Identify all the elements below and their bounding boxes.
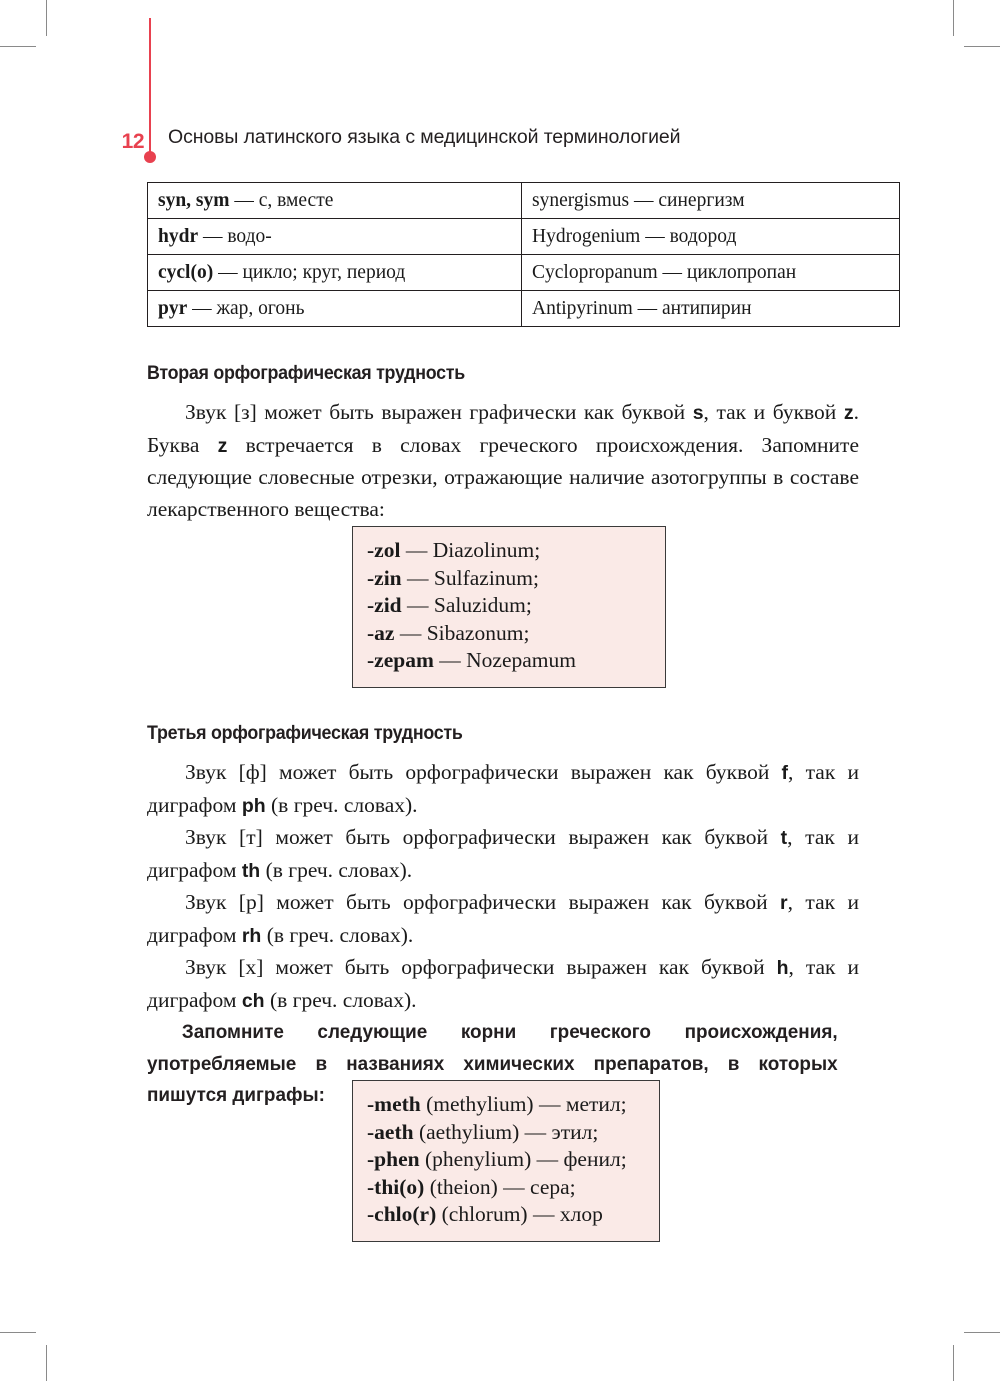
callout-line xyxy=(367,647,651,675)
emphasis-letter: t xyxy=(780,827,788,849)
callout-term: -thi(o) xyxy=(367,1174,425,1199)
table-row xyxy=(148,219,900,255)
text-run: , так и диграфом xyxy=(147,890,859,947)
callout-term: -zin xyxy=(367,565,402,590)
emphasis-paragraph: Запомните следующие корни греческого происхождения, употребляемые в названиях химических препаратов, в которых пишутся диграфы: xyxy=(147,1021,838,1106)
page-title: Основы латинского языка с медицинской терминологией xyxy=(168,126,681,148)
emphasis-letter-z: z xyxy=(843,402,854,424)
text-run: Звук [р] может быть орфографически выражен как буквой xyxy=(185,890,781,914)
text-run: (в греч. словах). xyxy=(261,922,414,947)
accent-dot-icon xyxy=(144,151,156,163)
text-run: , так и диграфом xyxy=(147,825,859,882)
callout-line xyxy=(367,1091,645,1119)
emphasis-digraph: ch xyxy=(241,989,265,1012)
callout-definition: — Sulfazinum; xyxy=(401,565,539,590)
terms-table xyxy=(147,182,900,327)
spacer xyxy=(147,327,859,363)
callout-line xyxy=(367,537,651,565)
term-gloss: — цикло; круг, период xyxy=(213,261,406,283)
table-cell-prefix xyxy=(148,291,522,327)
emphasis-letter: h xyxy=(776,957,789,979)
table-cell-example: Hydrogenium — водород xyxy=(522,219,900,255)
term-gloss: — водо- xyxy=(198,225,272,247)
text-run: встречается в словах греческого происхождения. Запомните следующие словесные отрезки, отражающие наличие азотогруппы в составе лекарственного вещества: xyxy=(147,432,859,521)
callout-definition: (chlorum) — хлор xyxy=(436,1202,603,1226)
emphasis-digraph: rh xyxy=(241,924,262,947)
table-cell-prefix xyxy=(148,219,522,255)
callout-line xyxy=(367,1174,645,1202)
callout-box-azo-suffixes xyxy=(352,526,666,688)
callout-definition: (theion) — сера; xyxy=(424,1174,576,1199)
page-number: 12 xyxy=(121,130,144,153)
callout-line xyxy=(367,1146,645,1174)
section-heading-two: Вторая орфографическая трудность xyxy=(147,363,465,384)
term-gloss: — жар, огонь xyxy=(187,297,305,319)
section-heading-three: Третья орфографическая трудность xyxy=(147,723,463,744)
callout-term: -chlo(r) xyxy=(367,1202,437,1226)
rule-paragraph-h xyxy=(147,952,859,1017)
callout-term: -meth xyxy=(367,1092,421,1116)
callout-term: -zol xyxy=(367,538,401,562)
text-run: Звук [з] может быть выражен графически как буквой xyxy=(185,400,693,424)
running-head xyxy=(0,0,1000,180)
callout-term: -aeth xyxy=(367,1119,414,1144)
emphasis-letter: r xyxy=(780,892,788,914)
crop-mark-bottom-right-vertical xyxy=(953,1345,954,1381)
crop-mark-bottom-right-horizontal xyxy=(964,1332,1000,1333)
rule-paragraph-f xyxy=(147,757,859,822)
term-prefix: hydr xyxy=(158,225,199,247)
term-prefix: syn, sym xyxy=(158,189,230,211)
text-run: , так и буквой xyxy=(703,400,844,424)
callout-term: -zepam xyxy=(367,648,434,672)
callout-definition: — Sibazonum; xyxy=(394,620,530,645)
table-row xyxy=(148,183,900,219)
callout-line xyxy=(367,592,651,620)
emphasis-letter-z-2: z xyxy=(217,434,228,457)
text-run: Звук [ф] может быть орфографически выражен как буквой xyxy=(185,760,782,784)
callout-term: -phen xyxy=(367,1147,420,1171)
callout-box-greek-roots xyxy=(352,1080,660,1242)
callout-line xyxy=(367,1119,645,1147)
callout-definition: — Saluzidum; xyxy=(401,593,532,617)
rule-paragraph-t xyxy=(147,822,859,887)
callout-definition: — Nozepamum xyxy=(433,648,576,672)
table-cell-example: Cyclopropanum — циклопропан xyxy=(522,255,900,291)
callout-line xyxy=(367,1201,645,1229)
text-run: (в греч. словах). xyxy=(265,792,418,817)
callout-definition: (methylium) — метил; xyxy=(420,1092,627,1116)
text-run: Звук [х] может быть орфографически выражен как буквой xyxy=(185,955,777,979)
callout-term: -zid xyxy=(367,593,402,617)
text-run: Звук [т] может быть орфографически выражен как буквой xyxy=(185,825,781,849)
table-row xyxy=(148,255,900,291)
emphasis-letter-s: s xyxy=(692,402,704,424)
table-cell-prefix xyxy=(148,255,522,291)
text-run: (в греч. словах). xyxy=(260,857,413,882)
text-run: . Буква xyxy=(147,400,859,457)
terms-table-body xyxy=(148,183,900,327)
table-cell-example: synergismus — синергизм xyxy=(522,183,900,219)
callout-line xyxy=(367,620,651,648)
callout-definition: — Diazolinum; xyxy=(400,538,541,562)
crop-mark-bottom-left-vertical xyxy=(46,1345,47,1381)
term-prefix: cycl(o) xyxy=(158,261,214,283)
emphasis-digraph: ph xyxy=(241,794,266,817)
accent-rule-line xyxy=(149,18,151,157)
callout-definition: (phenylium) — фенил; xyxy=(419,1147,627,1171)
callout-definition: (aethylium) — этил; xyxy=(413,1119,599,1144)
table-cell-example: Antipyrinum — антипирин xyxy=(522,291,900,327)
emphasis-letter: f xyxy=(781,762,789,784)
term-gloss: — с, вместе xyxy=(229,189,334,211)
table-cell-prefix xyxy=(148,183,522,219)
term-prefix: pyr xyxy=(158,297,188,319)
crop-mark-bottom-left-horizontal xyxy=(0,1332,36,1333)
section-two-paragraph xyxy=(147,397,859,525)
text-run: , так и диграфом xyxy=(147,955,859,1012)
text-run: (в греч. словах). xyxy=(264,987,417,1012)
callout-term: -az xyxy=(367,620,395,645)
text-run: , так и диграфом xyxy=(147,760,859,817)
callout-line xyxy=(367,565,651,593)
table-row xyxy=(148,291,900,327)
emphasis-digraph: th xyxy=(241,859,261,882)
rule-paragraph-r xyxy=(147,887,859,952)
